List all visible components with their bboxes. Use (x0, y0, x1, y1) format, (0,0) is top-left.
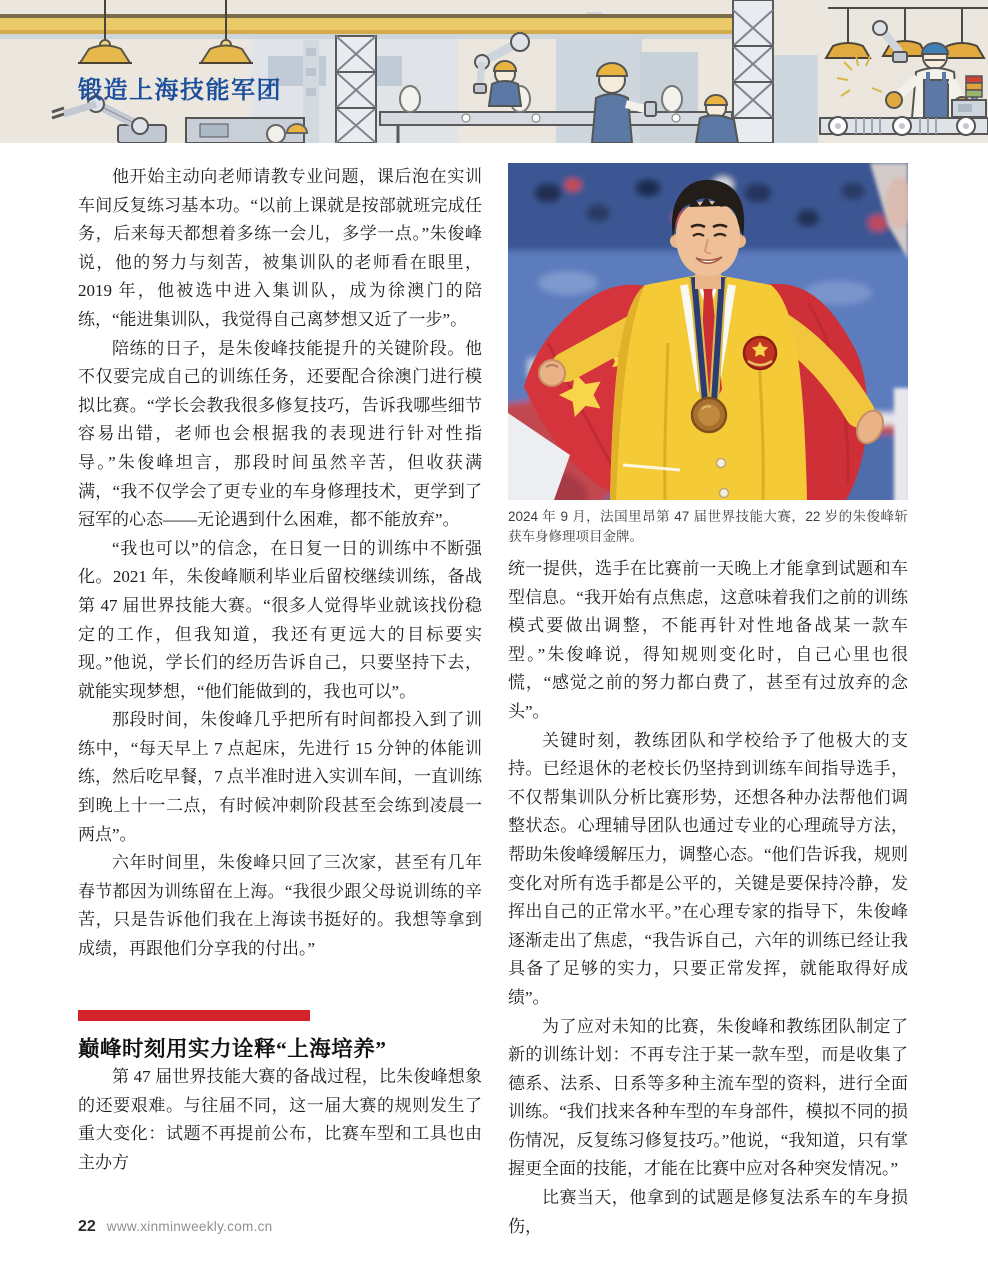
lattice-tower (733, 0, 773, 143)
paragraph: 那段时间，朱俊峰几乎把所有时间都投入到了训练中，“每天早上 7 点起床，先进行 15 分钟的体能训练，然后吃早餐，7 点半准时进入实训车间，一直训练到晚上十一二点，有时候冲刺阶段甚至会练到凌晨一两点”。 (78, 710, 482, 844)
paragraph: 他开始主动向老师请教专业问题，课后泡在实训车间反复练习基本功。“以前上课就是按部就班完成任务，后来每天都想着多练一会儿，多学一点。”朱俊峰说，他的努力与刻苦，被集训队的老师看在眼里，2019 年，他被选中进入集训队，成为徐澳门的陪练，“能进集训队，我觉得自己离梦想又近了一步”。 (78, 167, 482, 329)
machine-panel (186, 118, 307, 143)
right-column-text (508, 555, 908, 1241)
paragraph: 陪练的日子，是朱俊峰技能提升的关键阶段。他不仅要完成自己的训练任务，还要配合徐澳门进行模拟比赛。“学长会教我很多修复技巧，告诉我哪些细节容易出错，老师也会根据我的表现进行针对性指导。”朱俊峰坦言，那段时间虽然辛苦，但收获满满，“我不仅学会了更专业的车身修理技术，更学到了冠军的心态——无论遇到什么困难，都不能放弃”。 (78, 338, 482, 530)
paragraph: 关键时刻，教练团队和学校给予了他极大的支持。已经退休的老校长仍坚持到训练车间指导选手，不仅帮集训队分析比赛形势，还想各种办法帮他们调整状态。心理辅导团队也通过专业的心理疏导方法，帮助朱俊峰缓解压力，调整心态。“他们告诉我，规则变化对所有选手都是公平的，关键是要保持冷静，发挥出自己的正常水平。”在心理专家的指导下，朱俊峰逐渐走出了焦虑，“我告诉自己，六年的训练已经让我具备了足够的实力，只要正常发挥，就能取得好成绩”。 (508, 730, 908, 1007)
header-banner (0, 0, 988, 143)
chest-emblem (744, 337, 776, 369)
photo-medalist (508, 163, 908, 500)
medalist-photo (508, 163, 908, 500)
page-footer (78, 1218, 273, 1236)
paragraph: 统一提供，选手在比赛前一天晚上才能拿到试题和车型信息。“我开始有点焦虑，这意味着我们之前的训练模式要做出调整，不能再针对性地备战某一款车型。”朱俊峰说，得知规则变化时，自己心里也很慌，“感觉之前的努力都白费了，甚至有过放弃的念头”。 (508, 559, 908, 721)
paragraph: 第 47 届世界技能大赛的备战过程，比朱俊峰想象的还要艰难。与往届不同，这一届大赛的规则发生了重大变化：试题不再提前公布，比赛车型和工具也由主办方 (78, 1067, 482, 1172)
paragraph: 六年时间里，朱俊峰只回了三次家，甚至有几年春节都因为训练留在上海。“我很少跟父母说训练的辛苦，只是告诉他们我在上海读书挺好的。我想等拿到成绩，再跟他们分享我的付出。” (78, 853, 482, 959)
section-divider-bar (78, 1010, 310, 1021)
worker-figure (489, 61, 521, 106)
left-hand (539, 360, 565, 386)
left-column (78, 163, 482, 1178)
lattice-tower (336, 36, 376, 143)
paragraph: “我也可以”的信念，在日复一日的训练中不断强化。2021 年，朱俊峰顺利毕业后留校继续训练，备战第 47 届世界技能大赛。“很多人觉得毕业就该找份稳定的工作，但我知道，我还有更远大的目标要实现。”他说，学长们的经历告诉自己，只要坚持下去，就能实现梦想，“他们能做到的，我也可以”。 (78, 538, 482, 701)
section-kicker: 锻造上海技能军团 (78, 77, 282, 104)
machine-screen (958, 104, 972, 112)
photo-caption: 2024 年 9 月，法国里昂第 47 届世界技能大赛，22 岁的朱俊峰斩获车身修理项目金牌。 (508, 509, 908, 544)
conveyor-belt (820, 117, 988, 135)
right-column (508, 163, 908, 1241)
paragraph: 比赛当天，他拿到的试题是修复法系车的车身损伤， (508, 1188, 908, 1236)
website-url: www.xinminweekly.com.cn (106, 1219, 273, 1234)
page-number: 22 (78, 1218, 96, 1235)
paragraph: 为了应对未知的比赛，朱俊峰和教练团队制定了新的训练计划：不再专注于某一款车型，而是收集了德系、法系、日系等多种主流车型的资料，进行全面训练。“我们找来各种车型的车身部件，模拟不同的损伤情况，反复练习修复技巧。”他说，“我知道，只有掌握更全面的技能，才能在比赛中应对各种突发情况。” (508, 1016, 908, 1179)
section-heading: 巅峰时刻用实力诠释“上海培养” (78, 1036, 387, 1061)
